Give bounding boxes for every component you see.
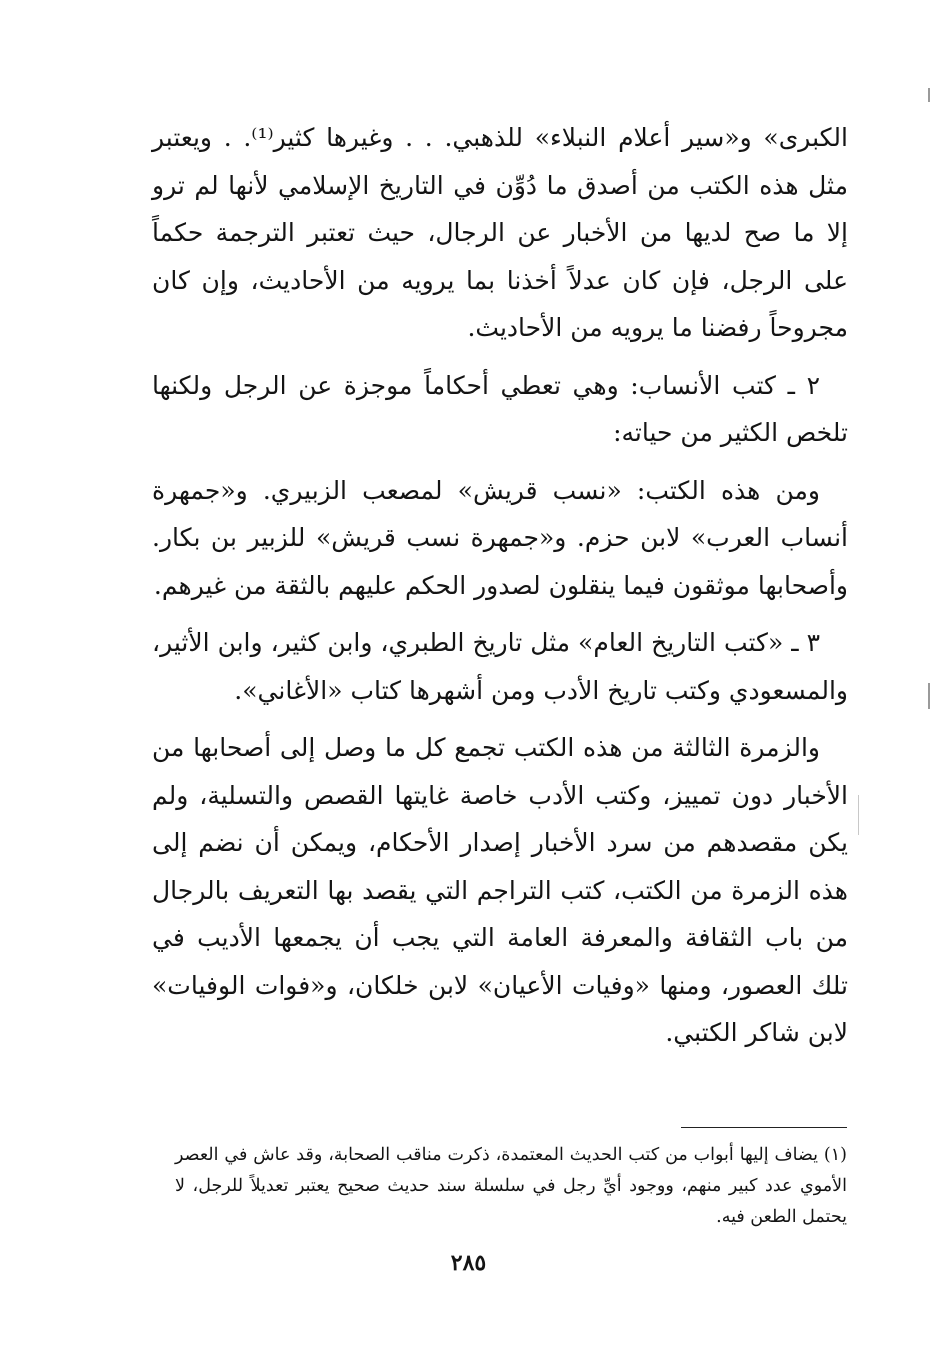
paragraph-3: ومن هذه الكتب: «نسب قريش» لمصعب الزبيري. و«جمهرة أنساب العرب» لابن حزم. و«جمهرة نسب قريش» للزبير بن بكار. وأصحابها موثقون فيما ينقلون لصدور الحكم عليهم بالثقة من غيرهم. xyxy=(152,475,848,600)
scan-mark-right-2 xyxy=(928,88,930,102)
scan-mark-right xyxy=(928,683,930,709)
scan-mark-margin xyxy=(858,795,859,835)
footnote xyxy=(175,1140,847,1233)
body-text xyxy=(152,114,848,1057)
paragraph-1: الكبرى» و«سير أعلام النبلاء» للذهبي. . . وغيرها كثير⁽¹⁾. . ويعتبر مثل هذه الكتب من أصدق ما دُوِّن في التاريخ الإسلامي لأنها لم ترو إلا ما صح لديها من الأخبار عن الرجال، حيث تعتبر الترجمة حكماً على الرجل، فإن كان عدلاً أخذنا بما يرويه من الأحاديث، وإن كان مجروحاً رفضنا ما يرويه من الأحاديث. xyxy=(152,123,848,342)
paragraph-4: ٣ ـ «كتب التاريخ العام» مثل تاريخ الطبري، وابن كثير، وابن الأثير، والمسعودي وكتب تاريخ الأدب ومن أشهرها كتاب «الأغاني». xyxy=(152,628,848,705)
paragraph-5: والزمرة الثالثة من هذه الكتب تجمع كل ما وصل إلى أصحابها من الأخبار دون تمييز، وكتب الأدب خاصة غايتها القصص والتسلية، ولم يكن مقصدهم من سرد الأخبار إصدار الأحكام، ويمكن أن نضم إلى هذه الزمرة من الكتب، كتب التراجم التي يقصد بها التعريف بالرجال من باب الثقافة والمعرفة العامة التي يجب أن يجمعها الأديب في تلك العصور، ومنها «وفيات الأعيان» لابن خلكان، و«فوات الوفيات» لابن شاكر الكتبي. xyxy=(152,733,848,1047)
footnote-separator xyxy=(681,1127,847,1128)
page-number: ٢٨٥ xyxy=(450,1250,487,1276)
paragraph-2: ٢ ـ كتب الأنساب: وهي تعطي أحكاماً موجزة عن الرجل ولكنها تلخص الكثير من حياته: xyxy=(152,370,848,447)
footnote-text: (١) يضاف إليها أبواب من كتب الحديث المعتمدة، ذكرت مناقب الصحابة، وقد عاش في العصر الأموي عدد كبير منهم، ووجود أيِّ رجل في سلسلة سند حديث صحيح يعتبر تعديلاً للرجل، لا يحتمل الطعن فيه. xyxy=(175,1145,847,1227)
